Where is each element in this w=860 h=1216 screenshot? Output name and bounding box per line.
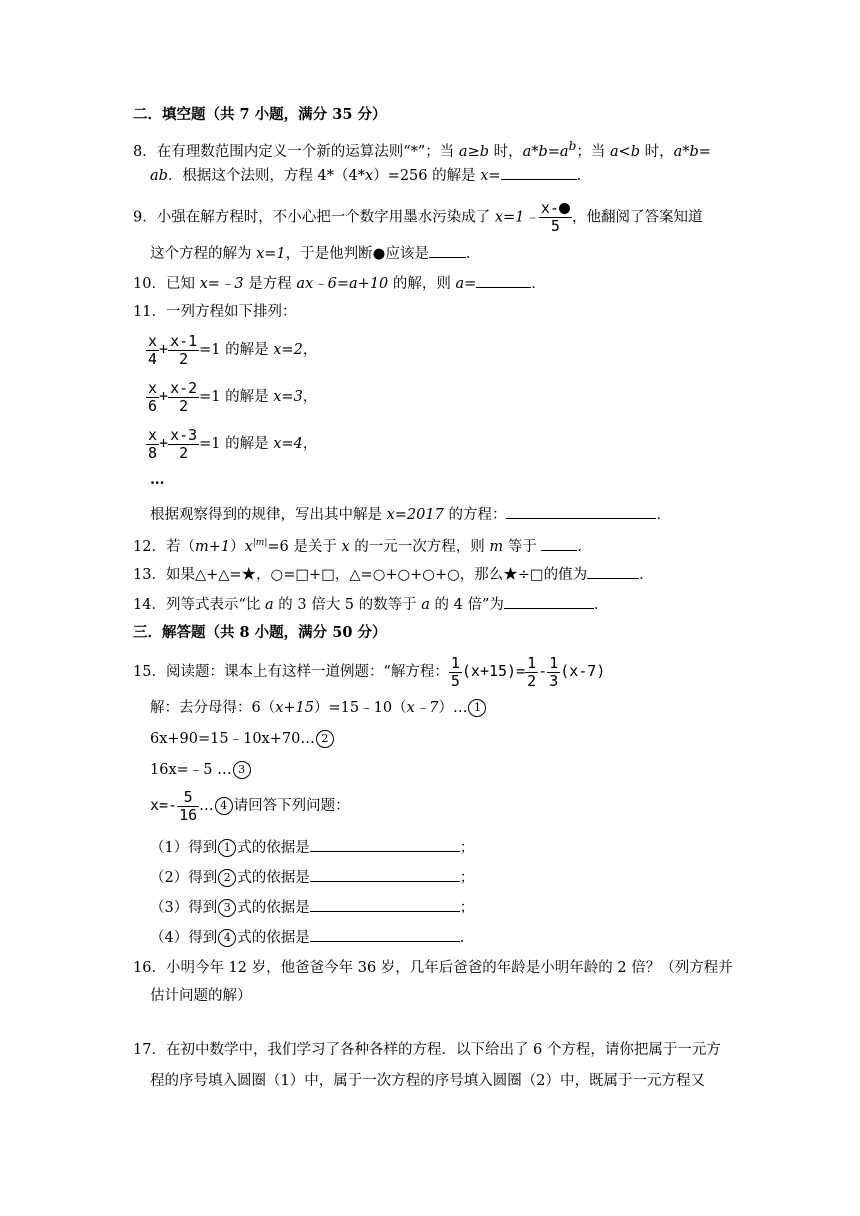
answer-blank-q15-1[interactable] <box>310 836 460 852</box>
answer-blank-q11[interactable] <box>506 503 656 519</box>
q12-x: x <box>244 538 253 555</box>
sub-end: ． <box>459 930 475 946</box>
denominator: 2 <box>527 671 537 690</box>
question-17-line-1: 17．在初中数学中，我们学习了各种各样的方程．以下给出了 6 个方程，请你把属于一元方 <box>133 1042 721 1058</box>
q8-text: ．根据这个法则，方程 4*（4* <box>167 168 365 184</box>
question-12 <box>133 533 592 557</box>
denominator: 5 <box>450 671 460 690</box>
q10-text: 10．已知 <box>133 276 200 292</box>
fraction <box>146 380 159 415</box>
step-expr: x﹣7 <box>406 700 439 716</box>
punct: ， <box>302 436 318 452</box>
sub-text: （4）得到 <box>150 930 218 946</box>
denominator: 4 <box>148 349 158 368</box>
q10-end: ． <box>531 276 546 292</box>
q8-x: x <box>365 168 374 184</box>
step-text: 解：去分母得：6（ <box>150 700 276 716</box>
sub-text: （2）得到 <box>150 870 218 886</box>
numerator: 1 <box>549 653 559 672</box>
answer-blank-q15-2[interactable] <box>310 866 460 882</box>
question-17-line-2: 程的序号填入圆圈（1）中，属于一次方程的序号填入圆圈（2）中，既属于一元方程又 <box>150 1073 705 1089</box>
q8-answer-prefix: x= <box>480 168 501 184</box>
q11-equation-3 <box>146 425 317 462</box>
circled-number: 4 <box>218 929 236 947</box>
q9-text: 这个方程的解为 <box>150 246 257 262</box>
solution: x=4 <box>273 436 303 452</box>
q14-a: a <box>421 597 430 613</box>
fraction <box>168 427 199 462</box>
q14-text: 14．列等式表示“比 <box>133 597 265 613</box>
section-heading-fill-in: 二．填空题（共 7 小题，满分 35 分） <box>133 106 387 123</box>
q14-end: ． <box>593 597 609 613</box>
answer-blank-q15-3[interactable] <box>310 896 460 912</box>
circled-number-3: 3 <box>233 761 251 779</box>
denominator: 2 <box>179 396 189 415</box>
q10-value: x=﹣3 <box>199 276 244 292</box>
q8-text: 8．在有理数范围内定义一个新的运算法则“*”；当 <box>133 143 459 160</box>
q15-sub-4 <box>150 926 474 948</box>
eq-part: (x+15)= <box>461 662 526 680</box>
answer-blank-q9[interactable] <box>429 242 466 258</box>
q10-text: 是方程 <box>243 276 297 292</box>
fraction <box>168 380 199 415</box>
q12-text: 等于 <box>503 538 542 555</box>
q12-exponent: |m| <box>252 538 268 548</box>
circled-number: 3 <box>218 899 236 917</box>
q14-text: 的 3 倍大 5 的数等于 <box>273 597 422 613</box>
question-14 <box>133 593 608 615</box>
q9-end: ． <box>465 246 481 262</box>
q11-equation-1 <box>146 331 317 368</box>
q11-end: ． <box>656 507 671 523</box>
question-8-line-1 <box>133 136 711 162</box>
q8-text: 时， <box>489 143 523 160</box>
q10-equation: ax﹣6=a+10 <box>296 276 389 292</box>
q9-text: 9．小强在解方程时，不小心把一个数字用墨水污染成了 <box>133 209 495 226</box>
fraction <box>168 333 199 368</box>
question-11-intro: 11．一列方程如下排列： <box>133 304 297 320</box>
question-8-line-2 <box>150 164 591 186</box>
equation-rest: =1 的解是 <box>199 342 274 358</box>
circled-number-2: 2 <box>316 730 334 748</box>
fraction <box>146 333 159 368</box>
q12-coef: m+1 <box>194 538 231 555</box>
q15-sub-1 <box>150 836 474 858</box>
step-text: ）… <box>438 700 468 716</box>
numerator: x-3 <box>170 425 198 444</box>
equation-rest: =1 的解是 <box>199 389 274 405</box>
q10-text: 的解，则 <box>388 276 456 292</box>
denominator: 2 <box>179 349 189 368</box>
q8-end: ． <box>576 168 592 184</box>
circled-number: 1 <box>218 839 236 857</box>
q12-text: 的一元一次方程，则 <box>349 538 490 555</box>
q11-ellipsis: … <box>150 471 165 488</box>
step-expr: x+15 <box>275 700 315 716</box>
q11-target-solution: x=2017 <box>386 507 444 523</box>
solution: x=3 <box>273 389 303 405</box>
plus-sign: + <box>159 434 169 452</box>
numerator: 5 <box>177 789 199 807</box>
q9-frac-num: x- <box>540 199 559 217</box>
q11-ask <box>150 503 671 525</box>
q15-text: 15．阅读题：课本上有这样一道例题：“解方程： <box>133 664 449 680</box>
numerator: x <box>148 331 158 350</box>
q9-fraction <box>539 200 572 235</box>
q11-text: 的方程： <box>443 507 507 523</box>
numerator: x-2 <box>170 378 198 397</box>
step-text: 请回答下列问题： <box>233 798 350 814</box>
equation-rest: =1 的解是 <box>199 436 274 452</box>
question-9-line-2 <box>150 242 480 264</box>
q15-step-3 <box>150 760 252 780</box>
q12-text: ） <box>230 538 245 555</box>
q8-ab: ab <box>150 168 168 184</box>
eq-part: (x-7) <box>560 662 606 680</box>
q8-text: 时， <box>640 143 674 160</box>
plus-sign: + <box>159 387 169 405</box>
q8-cond1: a≥b <box>458 143 489 160</box>
q13-text: 13．如果△+△=★，○=□+□，△=○+○+○+○，那么★÷□的值为 <box>133 567 588 583</box>
circled-number: 2 <box>218 869 236 887</box>
answer-blank-q14[interactable] <box>504 593 594 609</box>
answer-blank-q15-4[interactable] <box>310 926 460 942</box>
q15-sub-2 <box>150 866 474 888</box>
q11-equation-2 <box>146 378 317 415</box>
punct: ， <box>302 342 318 358</box>
q12-text: =6 是关于 <box>267 538 342 555</box>
sub-end: ； <box>459 900 475 916</box>
question-15-intro <box>133 653 605 690</box>
numerator: 1 <box>527 653 537 672</box>
q11-text: 根据观察得到的规律，写出其中解是 <box>150 507 387 523</box>
step-text: … <box>199 798 214 814</box>
question-10 <box>133 272 546 294</box>
fraction <box>449 655 462 690</box>
sub-text: 式的依据是 <box>237 840 310 856</box>
question-16-line-1: 16．小明今年 12 岁，他爸爸今年 36 岁，几年后爸爸的年龄是小明年龄的 2 倍？（列方程并 <box>133 960 733 976</box>
question-9-line-1 <box>133 200 702 235</box>
fraction <box>146 427 159 462</box>
punct: ， <box>302 389 318 405</box>
sub-text: （1）得到 <box>150 840 218 856</box>
fraction <box>177 789 199 824</box>
q15-step-1 <box>150 698 487 718</box>
answer-blank-q8[interactable] <box>501 164 577 180</box>
q10-answer-prefix: a= <box>455 276 477 292</box>
q9-solution: x=1 <box>256 246 286 262</box>
sub-end: ； <box>459 870 475 886</box>
q9-frac-den: 5 <box>550 217 560 235</box>
q12-m: m <box>489 538 504 555</box>
section-heading-solve: 三．解答题（共 8 小题，满分 50 分） <box>133 624 387 641</box>
q12-x: x <box>341 538 350 555</box>
numerator: x <box>148 425 158 444</box>
q12-end: ． <box>577 538 592 555</box>
q8-text: ）=256 的解是 <box>373 168 481 184</box>
answer-blank-q13[interactable] <box>587 563 639 579</box>
sub-end: ； <box>459 840 475 856</box>
step-text: 6x+90=15﹣10x+70… <box>150 731 315 747</box>
sub-text: 式的依据是 <box>237 900 310 916</box>
q15-sub-3 <box>150 896 474 918</box>
denominator: 2 <box>179 443 189 462</box>
answer-blank-q12[interactable] <box>541 535 577 551</box>
fraction <box>547 655 560 690</box>
q8-exponent: b <box>568 139 577 153</box>
plus-sign: + <box>159 340 169 358</box>
denominator: 6 <box>148 396 158 415</box>
q12-text: 12．若（ <box>133 538 195 555</box>
answer-blank-q10[interactable] <box>476 272 531 288</box>
ink-blot-icon <box>559 203 570 214</box>
q9-eq: x=1﹣ <box>494 209 539 226</box>
step-text: ）=15﹣10（ <box>314 700 407 716</box>
q8-rule2: a*b= <box>673 143 711 160</box>
sub-text: （3）得到 <box>150 900 218 916</box>
q14-text: 的 4 倍”为 <box>429 597 504 613</box>
q15-step-4 <box>150 787 350 824</box>
circled-number-1: 1 <box>468 699 486 717</box>
numerator: x <box>148 378 158 397</box>
denominator: 3 <box>549 671 559 690</box>
sub-text: 式的依据是 <box>237 870 310 886</box>
solution: x=2 <box>273 342 303 358</box>
denominator: 8 <box>148 443 158 462</box>
fraction <box>525 655 538 690</box>
denominator: 16 <box>179 805 198 824</box>
q13-end: ． <box>639 567 654 583</box>
q14-a: a <box>264 597 274 613</box>
q15-step-2 <box>150 729 335 749</box>
numerator: 1 <box>450 653 460 672</box>
q9-text: ，于是他判断●应该是 <box>285 246 429 262</box>
q9-text: ，他翻阅了答案知道 <box>571 209 703 226</box>
question-13 <box>133 563 654 585</box>
q8-cond2: a<b <box>609 143 641 160</box>
minus-sign: - <box>538 662 548 680</box>
q8-rule1: a*b=a <box>522 143 569 160</box>
q8-text: ；当 <box>576 143 610 160</box>
numerator: x-1 <box>170 331 198 350</box>
question-16-line-2: 估计问题的解） <box>150 988 252 1004</box>
circled-number-4: 4 <box>215 797 233 815</box>
sub-text: 式的依据是 <box>237 930 310 946</box>
step-text: 16x=﹣5 … <box>150 762 232 778</box>
step-expr: x=- <box>150 796 178 814</box>
